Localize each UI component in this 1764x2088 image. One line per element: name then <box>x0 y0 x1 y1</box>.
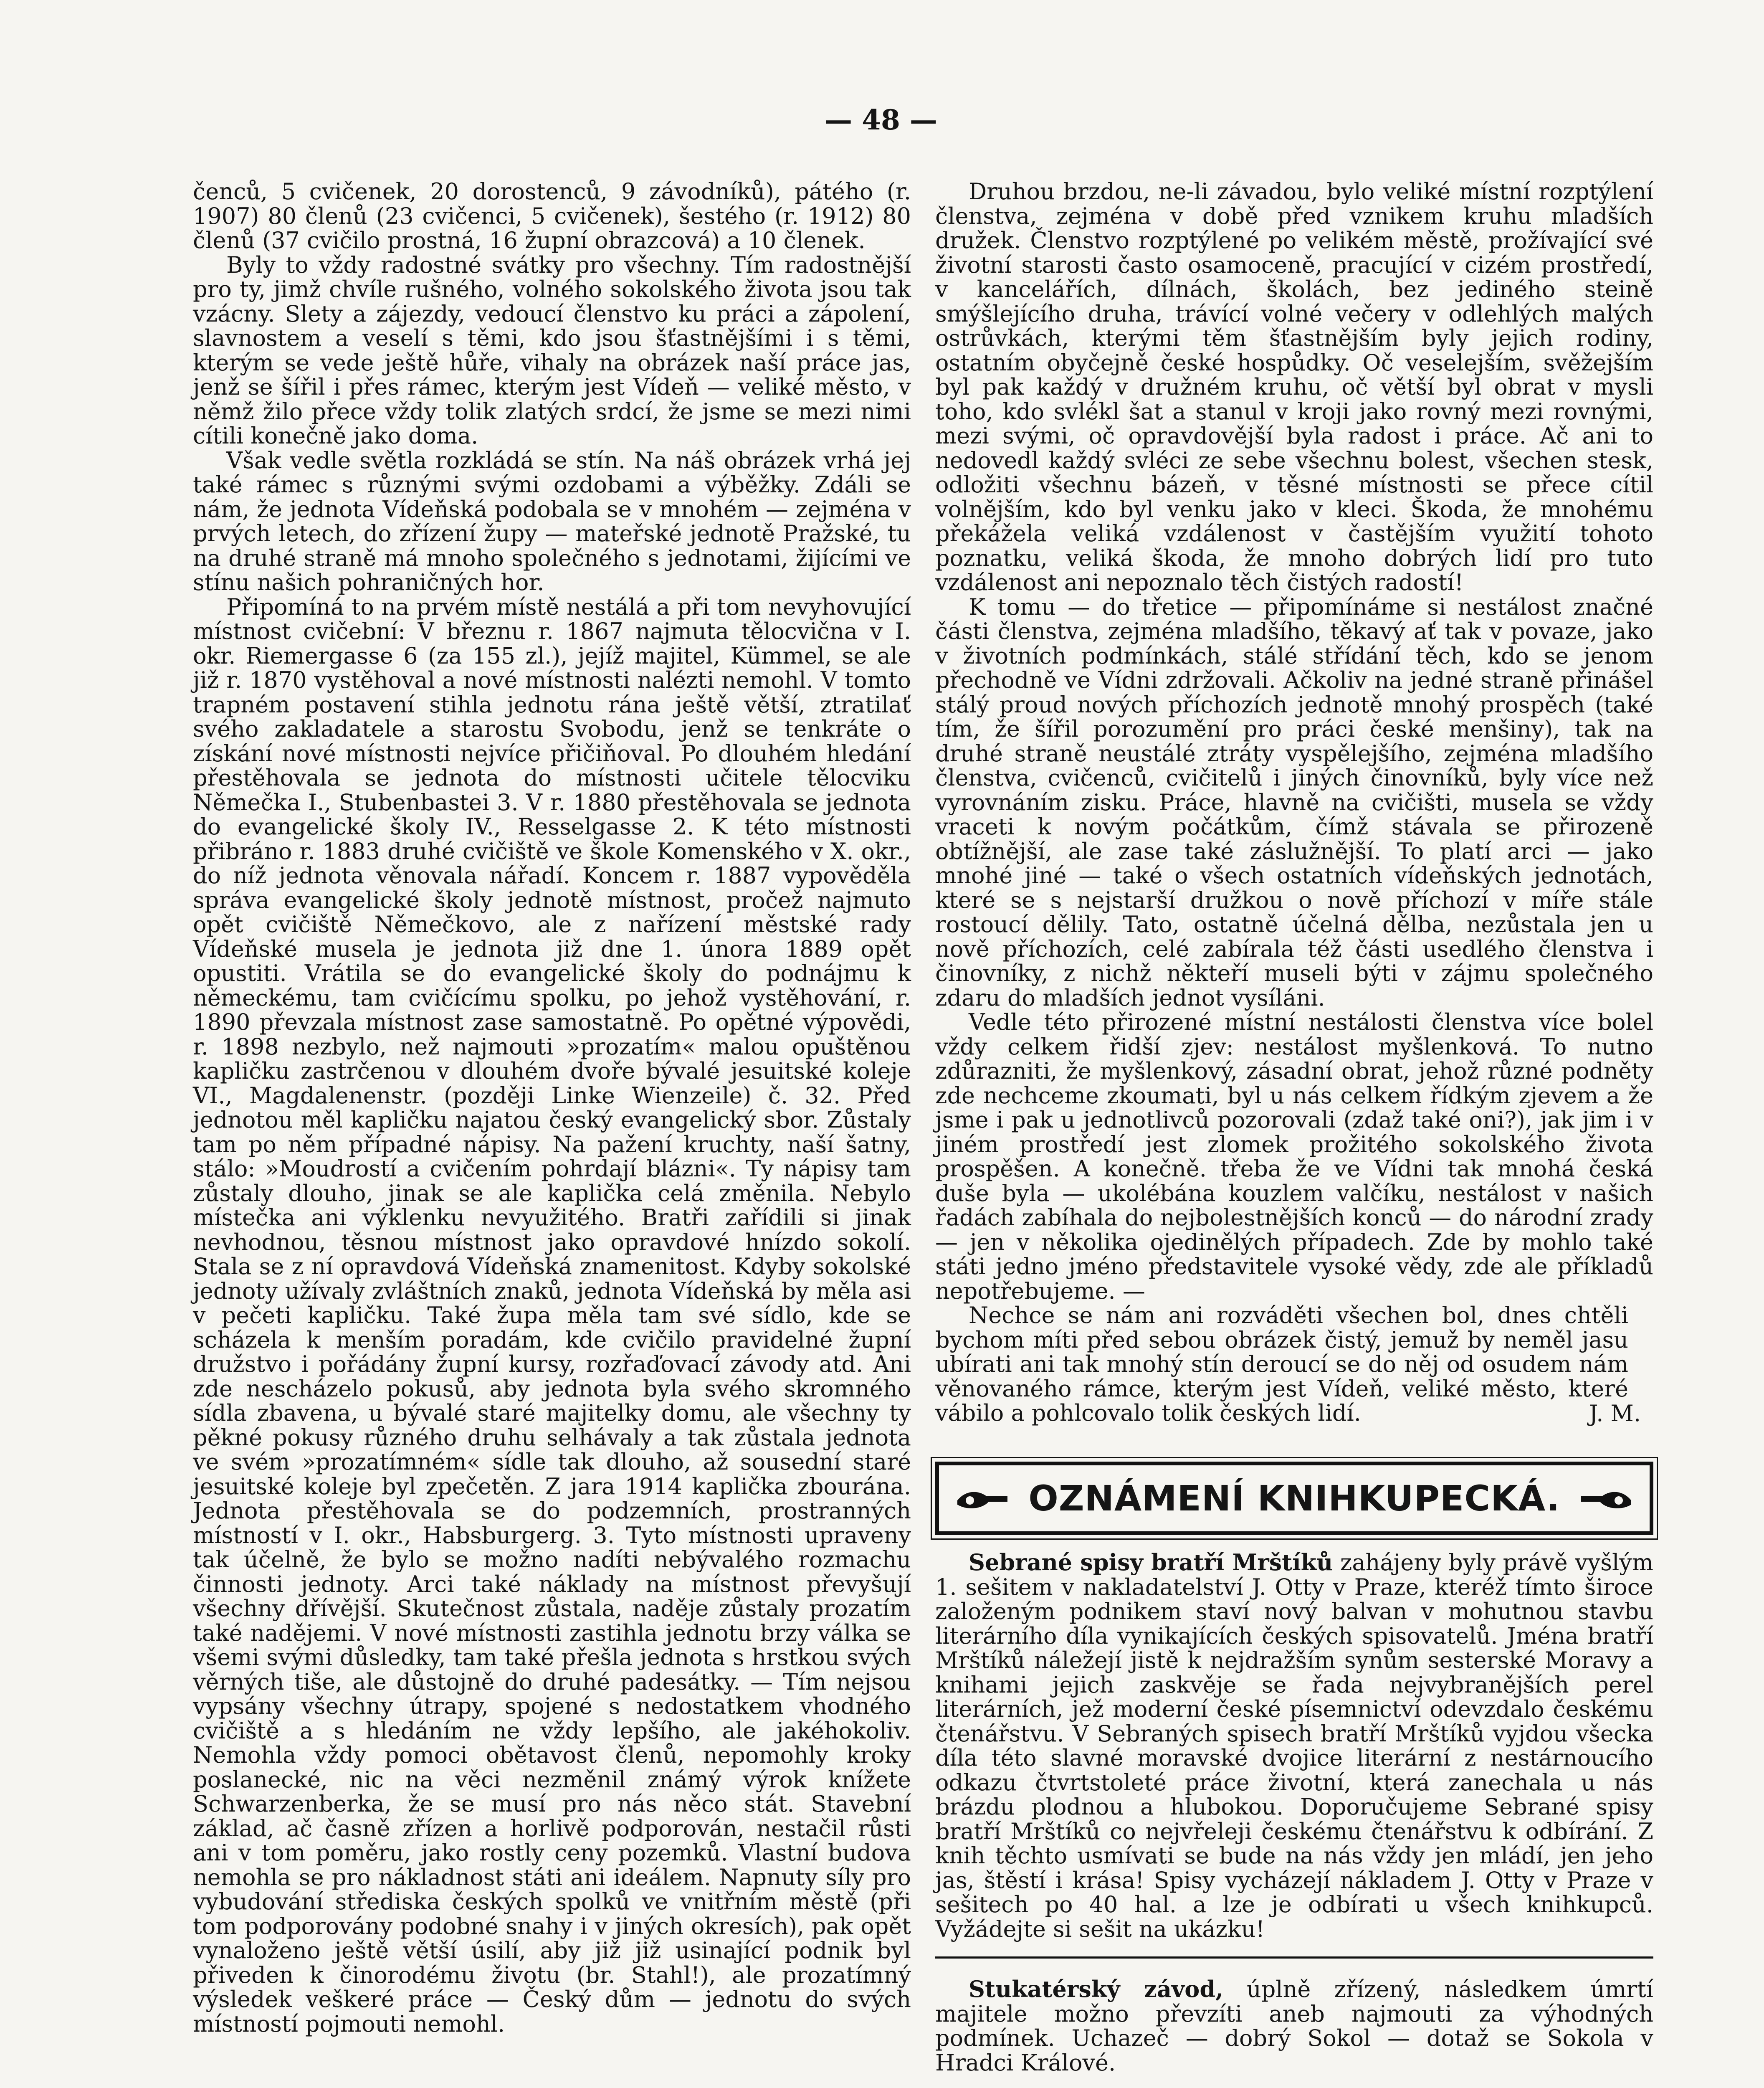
page-number: — 48 — <box>825 104 937 136</box>
ad-workshop <box>935 1977 1653 2075</box>
paragraph: K tomu — do třetice — připomínáme si nestálost značné části členstva, zejména mladšího, těkavý ať tak v povaze, jako v životních podmínkách, stálé střídání těch, kdo se jenom přechodně ve Vídni zdržovali. Ačkoliv na jedné straně přinášel stálý proud nových příchozích jednotě mnohý prospěch (také tím, že šířil porozumění pro práci české menšiny), tak na druhé straně neustálé ztráty vyspělejšího, zejména mladšího členstva, cvičenců, cvičitelů i jiných činovníků, byly více než vyrovnáním zisku. Práce, hlavně na cvičišti, musela se vždy vraceti k novým počátkům, čímž stávala se přirozeně obtížnější, ale zase také záslužnější. To platí arci — jako mnohé jiné — také o všech ostatních vídeňských jednotách, které se s nejstarší družkou o nově příchozí v míře stále rostoucí dělily. Tato, ostatně účelná dělba, nezůstala jen u nově příchozích, celé zabírala též části usedlého členstva i činovníky, z nichž někteří museli býti v zájmu společného zdaru do mladších jednot vysíláni. <box>935 593 1653 1011</box>
paragraph: čenců, 5 cvičenek, 20 dorostenců, 9 závodníků), pátého (r. 1907) 80 členů (23 cvičenci, 5 cvičenek), šestého (r. 1912) 80 členů (37 cvičilo prostná, 16 župní obrazcová) a 10 členek. <box>193 178 911 253</box>
right-column <box>935 180 1653 2075</box>
paragraph: Druhou brzdou, ne-li závadou, bylo veliké místní rozptýlení členstva, zejména v době před vznikem kruhu mladších družek. Členstvo rozptýlené po velikém městě, prožívající své životní starosti často osamoceně, pracující v cizém prostředí, v kancelářích, dílnách, školách, bez jediného steině smýšlejícího druha, trávící volné večery v odlehlých malých ostrůvkách, kterými těm šťastnějším byly jejich rodiny, ostatním obyčejně české hospůdky. Oč veselejším, svěžejším byl pak každý v družném kruhu, oč větší byl obrat v mysli toho, kdo svlékl šat a stanul v kroji jako rovný mezi rovnými, mezi svými, oč opravdovější byla radost i práce. Ač ani to nedovedl každý svléci ze sebe všechnu bolest, všechen stesk, odložiti všechnu bázeň, v těsné místnosti se přece cítil volnějším, kdo byl venku jako v kleci. Škoda, že mnohému překážela veliká vzdálenost v častějším využití tohoto poznatku, veliká škoda, že mnoho dobrých lidí pro tuto vzdálenost ani nepoznalo těch čistých radostí! <box>935 178 1653 595</box>
paragraph: Vedle této přirozené místní nestálosti členstva více bolel vždy celkem řidší zjev: nestálost myšlenková. To nutno zdůrazniti, že myšlenkový, zásadní obrat, jehož různé podněty zde nechceme zkoumati, byl u nás celkem řídkým zjevem a že jsme i pak u jednotlivců pozorovali (zdaž také oni?), jak jim i v jiném prostředí jest zlomek prožitého sokolského života prospěšen. A konečně. třeba že ve Vídni tak mnohá česká duše byla — ukolébána kouzlem valčíku, nestálost v našich řadách zabíhala do nejbolestnějších konců — do národní zrady — jen v několika ojedinělých případech. Zde by mohlo také státi jedno jméno představitele vysoké vědy, zde ale příkladů nepotřebujeme. — <box>935 1009 1653 1304</box>
ad-lead: Stukatérský závod, <box>969 1976 1223 2002</box>
signature: J. M. <box>1589 1400 1641 1427</box>
closing-paragraph-row <box>935 1303 1653 1426</box>
hand-pointing-right-ornament <box>953 1482 1012 1515</box>
paragraph: Nechce se nám ani rozváděti všechen bol, dnes chtěli bychom míti před sebou obrázek čistý, jemuž by neměl jasu ubírati ani tak mnohý stín deroucí se do něj od osudem nám věnovaného rámce, kterým jest Vídeň, veliké město, které vábilo a pohlcovalo tolik českých lidí. <box>935 1302 1628 1426</box>
ad-book-series <box>935 1550 1653 1941</box>
hand-pointing-left-ornament <box>1577 1482 1635 1515</box>
paragraph: Připomíná to na prvém místě nestálá a při tom nevyhovující místnost cvičební: V březnu r. 1867 najmuta tělocvična v I. okr. Riemergasse 6 (za 155 zl.), jejíž majitel, Kümmel, se ale již r. 1870 vystěhoval a nové místnosti nalézti nemohl. V tomto trapném postavení stihla jednotu rána ještě větší, ztratilať svého zakladatele a starostu Svobodu, jenž se tenkráte o získání nové místnosti nejvíce přičiňoval. Po dlouhém hledání přestěhovala se jednota do místnosti učitele tělocviku Němečka I., Stubenbastei 3. V r. 1880 přestěhovala se jednota do evangelické školy IV., Resselgasse 2. K této místnosti přibráno r. 1883 druhé cvičiště ve škole Komenského v X. okr., do níž jednota věnovala nářadí. Koncem r. 1887 vypověděla správa evangelické školy jednotě místnost, pročež najmuto opět cvičiště Němečkovo, ale z nařízení městské rady Vídeňské musela je jednota již dne 1. února 1889 opět opustiti. Vrátila se do evangelické školy do podnájmu k německému, tam cvičícímu spolku, po jehož vystěhování, r. 1890 převzala místnost zase samostatně. Po opětné výpovědi, r. 1898 nezbylo, než najmouti »prozatím« malou opuštěnou kapličku zastrčenou v dlouhém dvoře bývalé jesuitské koleje VI., Magdalenenstr. (později Linke Wienzeile) č. 32. Před jednotou měl kapličku najatou český evangelický sbor. Zůstaly tam po něm případné nápisy. Na pažení kruchty, naší šatny, stálo: »Moudrostí a cvičením pohrdají blázni«. Ty nápisy tam zůstaly dlouho, jinak se ale kaplička celá změnila. Nebylo místečka ani výklenku nevyužitého. Bratři zařídili si jinak nevhodnou, těsnou místnost jako opravdové hnízdo sokolí. Stala se z ní opravdová Vídeňská znamenitost. Kdyby sokolské jednoty užívaly zvláštních znaků, jednota Vídeňská by měla asi v pečeti kapličku. Také župa měla tam své sídlo, kde se scházela k menším poradám, kde cvičilo pravidelné župní družstvo i pořádány župní kursy, rozřaďovací závody atd. Ani zde nescházelo pokusů, aby jednota byla svého skromného sídla zbavena, u bývalé staré majitelky domu, ale všechny ty pěkné pokusy různého druhu selhávaly a tak zůstala jednota ve svém »prozatímném« sídle tak dlouho, až sousední staré jesuitské koleje byl zpečetěn. Z jara 1914 kaplička zbourána. Jednota přestěhovala se do podzemních, prostranných místností v I. okr., Habsburgerg. 3. Tyto místnosti upraveny tak účelně, že bylo se možno nadíti nebývalého rozmachu činnosti jednoty. Arci také náklady na místnost převyšují všechny dřívější. Skutečnost zůstala, naděje zůstaly prozatím také nadějemi. V nové místnosti zastihla jednotu brzy válka se všemi svými důsledky, tam také přešla jednota s hrstkou svých věrných tiše, ale důstojně do druhé padesátky. — Tím nejsou vypsány všechny útrapy, spojené s nedostatkem vhodného cvičiště a s hledáním ne vždy lepšího, ale jakéhokoliv. Nemohla vždy pomoci obětavost členů, nepomohly kroky poslanecké, nic na věci nezměnil známý výrok knížete Schwarzenberka, že se musí pro nás něco stát. Stavební základ, ač časně zřízen a horlivě podporován, nestačil růsti ani v tom poměru, jako rostly ceny pozemků. Vlastní budova nemohla se pro nákladnost státi ani ideálem. Napnuty síly pro vybudování střediska českých spolků ve vnitřním městě (při tom podporovány podobné snahy i v jiných okresích), pak opět vynaloženo ještě větší úsilí, aby již již usinající podnik byl přiveden k činorodému životu (br. Stahl!), ale prozatímný výsledek veškeré práce — Český dům — jednotu do svých místností pojmouti nemohl. <box>193 593 911 2037</box>
ad-text: zahájeny byly právě vyšlým 1. sešitem v nakladatelství J. Otty v Praze, kteréž tímto široce založeným podnikem staví nový balvan v mohutnou stavbu literárního díla vynikajících českých spisovatelů. Jména bratří Mrštíků náležejí jistě k nejdražším synům sesterské Moravy a knihami jejich zaskvěje se řada nejvybranějších perel literárních, jež moderní české písemnictví odevzdalo českému čtenářstvu. V Sebraných spisech bratří Mrštíků vyjdou všecka díla této slavné moravské dvojice literární z nestárnoucího odkazu čtvrtstoleté práce životní, která zanechala u nás brázdu plodnou a hlubokou. Doporučujeme Sebrané spisy bratří Mrštíků co nejvřeleji českému čtenářstvu k odbírání. Z knih těchto usmívati se bude na nás vždy jen mládí, jen jeho jas, štěstí i krása! Spisy vycházejí nákladem J. Otty v Praze v sešitech po 40 hal. a lze je odbírati u všech knihkupců. Vyžádejte si sešit na ukázku! <box>935 1549 1653 1942</box>
paragraph: Však vedle světla rozkládá se stín. Na náš obrázek vrhá jej také rámec s různými svými ozdobami a výběžky. Zdáli se nám, že jednota Vídeňská podobala se v mnohém — zejména v prvých letech, do zřízení župy — mateřské jednotě Pražské, tu na druhé straně má mnoho společného s jednotami, žijícími ve stínu našich pohraničných hor. <box>193 447 911 595</box>
paragraph: Byly to vždy radostné svátky pro všechny. Tím radostnější pro ty, jimž chvíle rušného, volného sokolského života jsou tak vzácny. Slety a zájezdy, vedoucí členstvo ku práci a zápolení, slavnostem a veselí s těmi, kdo jsou šťastnějšími i s těmi, kterým se vede ještě hůře, vihaly na obrázek naší práce jas, jenž se šířil i přes rámec, kterým jest Vídeň — veliké město, v němž žilo přece vždy tolik zlatých srdcí, že jsme se mezi nimi cítili konečně jako doma. <box>193 251 911 449</box>
divider <box>935 1956 1653 1959</box>
ad-heading-box <box>935 1462 1653 1535</box>
ad-heading: OZNÁMENÍ KNIHKUPECKÁ. <box>1028 1477 1560 1519</box>
left-column <box>193 180 911 2036</box>
ad-text: úplně zřízený, následkem úmrtí majitele možno převzíti aneb najmouti za výhodných podmínek. Uchazeč — dobrý Sokol — dotaž se Sokola v Hradci Králové. <box>935 1976 1653 2076</box>
ad-lead: Sebrané spisy bratří Mrštíků <box>969 1549 1333 1576</box>
